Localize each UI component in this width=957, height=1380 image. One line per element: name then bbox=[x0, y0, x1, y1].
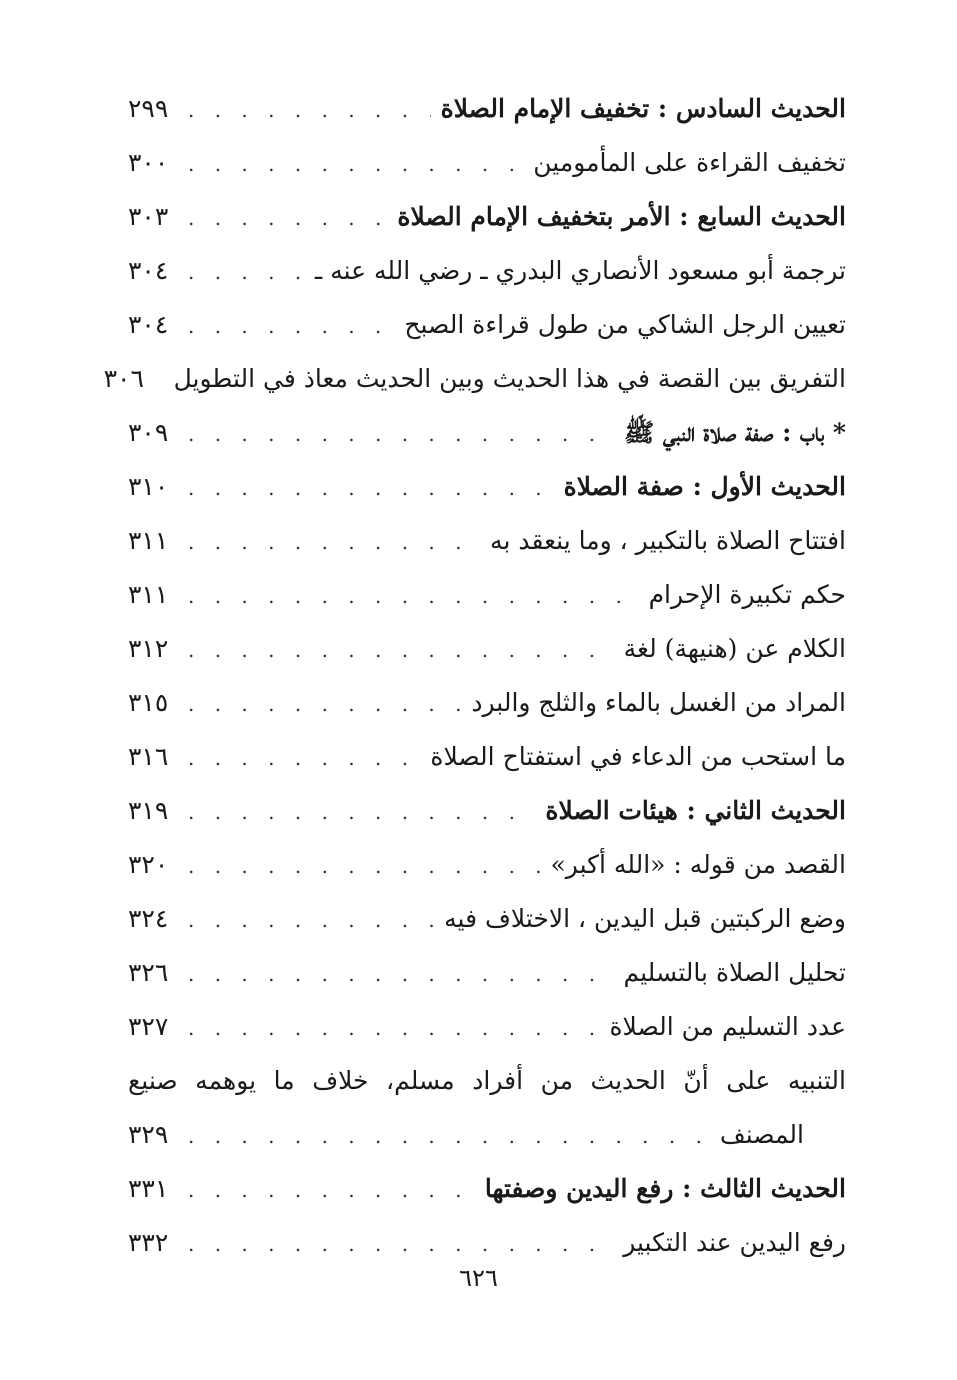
toc-entry-page: ٣١٥ bbox=[128, 688, 169, 717]
toc-wrapped-entry-line2 bbox=[128, 1108, 846, 1162]
toc-entry bbox=[128, 1216, 846, 1270]
toc-entry-text: الكلام عن (هنيهة) لغة bbox=[623, 634, 846, 663]
toc-entry-text: تخفيف القراءة على المأمومين bbox=[533, 148, 846, 177]
toc-entry-page: ٣٠٩ bbox=[128, 418, 169, 447]
dot-leader bbox=[188, 1001, 599, 1055]
toc-entry bbox=[128, 568, 846, 622]
dot-leader bbox=[188, 623, 614, 677]
toc-entry-heading: الحديث الثالث : رفع اليدين وصفتها bbox=[484, 1174, 846, 1203]
toc-entry-page: ٣٠٤ bbox=[128, 256, 169, 285]
toc-entry-page: ٣٢٩ bbox=[128, 1120, 169, 1149]
toc-entry-text: تعيين الرجل الشاكي من طول قراءة الصبح bbox=[404, 310, 846, 339]
toc-entry-text: وضع الركبتين قبل اليدين ، الاختلاف فيه bbox=[444, 904, 846, 933]
toc-entry-label bbox=[420, 730, 846, 784]
dot-leader bbox=[188, 785, 535, 839]
toc-entry-label bbox=[639, 568, 846, 622]
table-of-contents bbox=[103, 82, 846, 1270]
dot-leader bbox=[188, 515, 480, 569]
toc-entry-text: ترجمة أبو مسعود الأنصاري البدري ـ رضي الله عنه ـ bbox=[314, 256, 846, 285]
toc-entry bbox=[128, 784, 846, 838]
toc-entry-page: ٣٠٠ bbox=[128, 148, 169, 177]
dot-leader bbox=[188, 407, 614, 461]
toc-entry-label bbox=[613, 1216, 846, 1270]
toc-entry-page: ٣١٢ bbox=[128, 634, 169, 663]
toc-entry-page: ٣٣١ bbox=[128, 1174, 169, 1203]
toc-entry-page: ٣٠٣ bbox=[128, 202, 169, 231]
toc-entry-label bbox=[599, 1000, 846, 1054]
toc-entry-page: ٣٢٠ bbox=[128, 850, 169, 879]
toc-entry-heading: الحديث الأول : صفة الصلاة bbox=[563, 472, 846, 501]
toc-entry-label bbox=[554, 460, 846, 514]
toc-entry-label bbox=[614, 622, 846, 676]
toc-entry-text: افتتاح الصلاة بالتكبير ، وما ينعقد به bbox=[490, 526, 846, 555]
toc-entry bbox=[128, 406, 846, 460]
toc-entry-label bbox=[434, 892, 846, 946]
toc-entry-label bbox=[480, 514, 846, 568]
toc-entry bbox=[128, 136, 846, 190]
dot-leader bbox=[188, 83, 431, 137]
dot-leader bbox=[188, 677, 461, 731]
toc-entry-label bbox=[541, 838, 847, 892]
dot-leader bbox=[188, 569, 639, 623]
toc-entry-page: ٣٢٦ bbox=[128, 958, 169, 987]
toc-entry bbox=[128, 730, 846, 784]
toc-entry-page: ٣٢٧ bbox=[128, 1012, 169, 1041]
toc-entry bbox=[128, 838, 846, 892]
toc-entry-label bbox=[305, 244, 846, 298]
dot-leader bbox=[188, 731, 420, 785]
toc-entry-heading: الحديث الثاني : هيئات الصلاة bbox=[545, 796, 846, 825]
toc-entry bbox=[128, 460, 846, 514]
dot-leader bbox=[188, 137, 523, 191]
toc-entry-page: ٣١١ bbox=[128, 526, 169, 555]
toc-entries-continued bbox=[128, 1162, 846, 1270]
toc-entry-page: ٣١١ bbox=[128, 580, 169, 609]
toc-entry-page: ٣٠٤ bbox=[128, 310, 169, 339]
toc-entry-text: التفريق بين القصة في هذا الحديث وبين الحديث معاذ في التطويل bbox=[173, 364, 846, 393]
toc-entry-heading: الحديث السادس : تخفيف الإمام الصلاة bbox=[440, 94, 846, 123]
toc-entry-heading: الحديث السابع : الأمر بتخفيف الإمام الصلاة bbox=[397, 202, 846, 231]
toc-entry-label bbox=[164, 352, 846, 406]
toc-entry-text: ما استحب من الدعاء في استفتاح الصلاة bbox=[430, 742, 846, 771]
dot-leader bbox=[188, 245, 305, 299]
toc-entry bbox=[128, 190, 846, 244]
dot-leader bbox=[188, 839, 541, 893]
dot-leader bbox=[188, 1163, 475, 1217]
toc-entry-page: ٣١٠ bbox=[128, 472, 169, 501]
toc-entry-label bbox=[431, 82, 846, 136]
toc-entry-label bbox=[475, 1162, 846, 1216]
toc-entry-page: ٣١٦ bbox=[128, 742, 169, 771]
dot-leader bbox=[188, 893, 434, 947]
toc-entry-label bbox=[614, 946, 847, 1000]
page-number: ٦٢٦ bbox=[459, 1264, 498, 1292]
toc-entry bbox=[128, 946, 846, 1000]
toc-entry-text: تحليل الصلاة بالتسليم bbox=[623, 958, 846, 987]
toc-entry bbox=[128, 892, 846, 946]
toc-entry-label bbox=[523, 136, 846, 190]
toc-entry bbox=[128, 514, 846, 568]
toc-entry-label bbox=[394, 298, 846, 352]
toc-entry-page: ٣٠٦ bbox=[103, 364, 144, 393]
toc-entry-label bbox=[387, 190, 846, 244]
toc-entry-text: رفع اليدين عند التكبير bbox=[623, 1228, 846, 1257]
dot-leader bbox=[188, 299, 394, 353]
toc-entries bbox=[103, 82, 846, 1054]
toc-entry-label bbox=[614, 406, 846, 460]
toc-entry-label bbox=[535, 784, 846, 838]
dot-leader bbox=[188, 947, 614, 1001]
toc-wrapped-entry-line1: التنبيه على أنّ الحديث من أفراد مسلم، خلاف ما يوهمه صنيع bbox=[128, 1066, 846, 1095]
toc-entry-label: المصنف bbox=[719, 1120, 804, 1149]
toc-entry-label bbox=[461, 676, 846, 730]
toc-entry bbox=[128, 1162, 846, 1216]
toc-entry bbox=[128, 622, 846, 676]
toc-entry-page: ٣٣٢ bbox=[128, 1228, 169, 1257]
toc-entry-page: ٢٩٩ bbox=[128, 94, 169, 123]
toc-entry bbox=[103, 352, 846, 406]
toc-entry bbox=[128, 82, 846, 136]
toc-entry bbox=[128, 1000, 846, 1054]
toc-entry bbox=[128, 298, 846, 352]
toc-entry-text: المراد من الغسل بالماء والثلج والبرد bbox=[471, 688, 846, 717]
toc-entry-page: ٣٢٤ bbox=[128, 904, 169, 933]
toc-entry bbox=[128, 244, 846, 298]
toc-entry bbox=[128, 676, 846, 730]
toc-entry-text: عدد التسليم من الصلاة bbox=[609, 1012, 846, 1041]
dot-leader bbox=[188, 1217, 613, 1271]
dot-leader bbox=[188, 461, 554, 515]
toc-entry-text: القصد من قوله : «الله أكبر» bbox=[550, 850, 846, 879]
dot-leader bbox=[188, 191, 387, 245]
toc-entry-page: ٣١٩ bbox=[128, 796, 169, 825]
toc-entry-heading: * باب : صفة صلاة النبي ﷺ bbox=[623, 418, 846, 447]
dot-leader bbox=[188, 1109, 710, 1163]
toc-entry-text: حكم تكبيرة الإحرام bbox=[648, 580, 846, 609]
